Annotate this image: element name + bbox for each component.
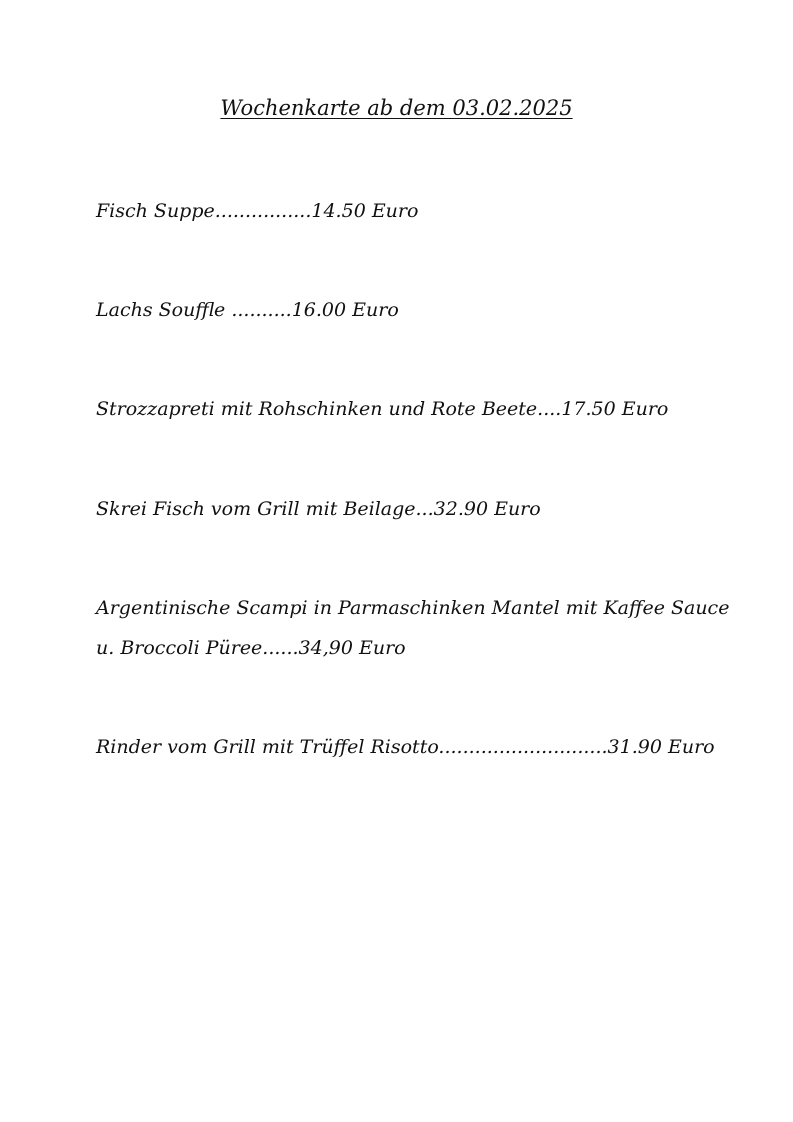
menu-item-strozzapreti: Strozzapreti mit Rohschinken und Rote Beete....17.50 Euro: [96, 398, 669, 420]
menu-item-argentinische-scampi: [96, 588, 730, 668]
menu-item-line: Argentinische Scampi in Parmaschinken Mantel mit Kaffee Sauce: [96, 597, 730, 619]
menu-item-line: u. Broccoli Püree......34,90 Euro: [96, 637, 406, 659]
menu-item-lachs-souffle: Lachs Souffle ..........16.00 Euro: [96, 299, 399, 321]
page-title: Wochenkarte ab dem 03.02.2025: [220, 96, 573, 120]
menu-item-fisch-suppe: Fisch Suppe................14.50 Euro: [96, 200, 419, 222]
menu-item-skrei-fisch: Skrei Fisch vom Grill mit Beilage...32.90 Euro: [96, 498, 541, 520]
menu-item-rinder-vom-grill: Rinder vom Grill mit Trüffel Risotto............................31.90 Euro: [96, 736, 715, 758]
